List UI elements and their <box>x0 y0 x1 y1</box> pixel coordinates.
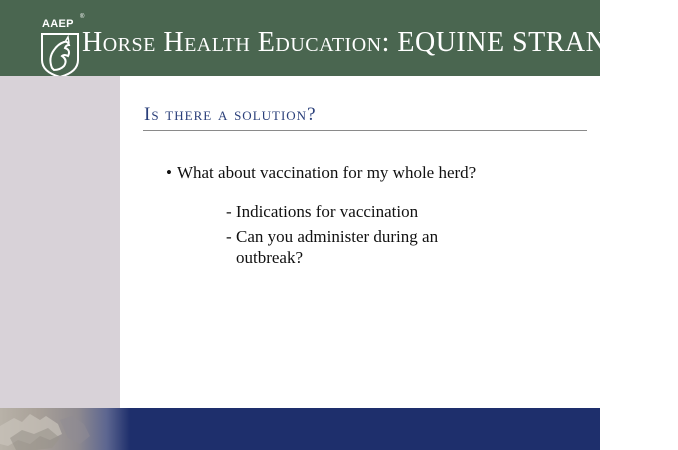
sub-item-text: Indications for vaccination <box>235 202 419 221</box>
header-bar <box>0 0 678 76</box>
sub-item-indications <box>226 201 418 222</box>
footer-bar <box>0 408 600 450</box>
bullet-item <box>166 163 476 183</box>
horse-shield-icon <box>38 32 82 78</box>
header-title: Horse Health Education: EQUINE STRANGLES <box>82 27 678 58</box>
slide-title: Is there a solution? <box>144 104 317 125</box>
sub-item-outbreak <box>226 226 486 268</box>
bullet-text: What about vaccination for my whole herd? <box>176 163 477 182</box>
footer-horse-image <box>0 408 130 450</box>
logo-text: AAEP <box>42 18 74 30</box>
aaep-logo <box>18 8 85 70</box>
dash-icon: - <box>226 202 236 221</box>
horse-photo-icon <box>0 408 130 450</box>
bullet-icon: • <box>166 163 172 182</box>
registered-mark: ® <box>80 14 85 20</box>
title-divider <box>143 130 587 131</box>
left-sidebar-panel <box>0 76 120 408</box>
dash-icon: - <box>226 227 232 246</box>
sub-item-text: Can you administer during an outbreak? <box>236 227 439 267</box>
